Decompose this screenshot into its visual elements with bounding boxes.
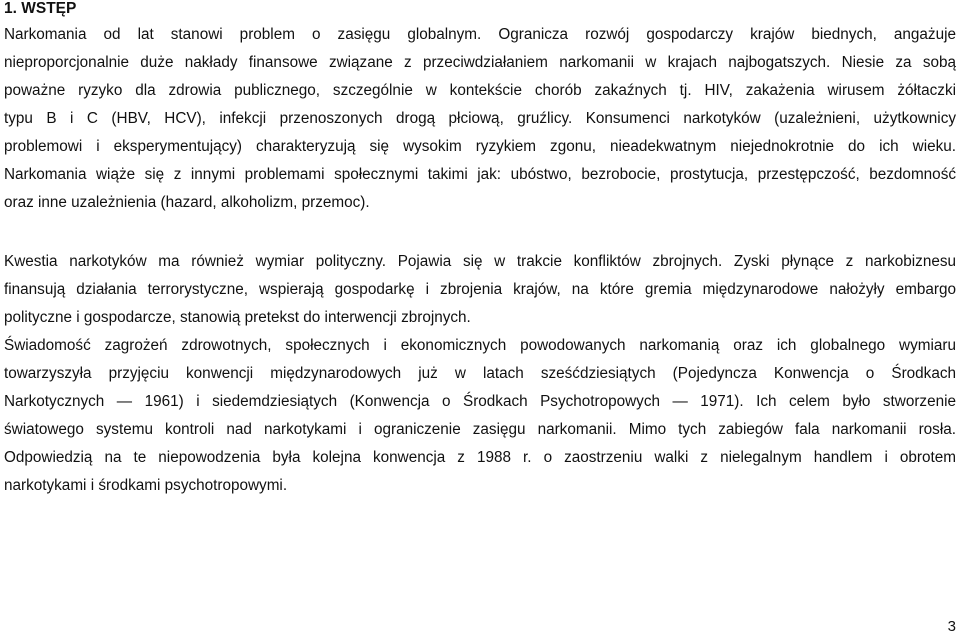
text-line: typu B i C (HBV, HCV), infekcji przenoszonych drogą płciową, gruźlicy. Konsumenci narkotyków (uzależnieni, użytkownicy	[4, 110, 956, 127]
paragraph-1	[4, 21, 956, 217]
page-number: 3	[947, 618, 956, 635]
text-line: problemowi i eksperymentujący) charakteryzują się wysokim ryzykiem zgonu, nieadekwatnym niejednokrotnie do ich wieku.	[4, 138, 956, 155]
text-line: Narkomania wiąże się z innymi problemami społecznymi takimi jak: ubóstwo, bezrobocie, prostytucja, przestępczość, bezdomność	[4, 166, 956, 183]
text-line: nieproporcjonalnie duże nakłady finansowe związane z przeciwdziałaniem narkomanii w krajach najbogatszych. Niesie za sobą	[4, 54, 956, 71]
section-heading: 1. WSTĘP	[4, 0, 77, 17]
text-line: towarzyszyła przyjęciu konwencji międzynarodowych już w latach sześćdziesiątych (Pojedyncza Konwencja o Środkach	[4, 365, 956, 382]
paragraph-2	[4, 248, 956, 332]
text-line: polityczne i gospodarcze, stanowią pretekst do interwencji zbrojnych.	[4, 309, 471, 326]
text-line: narkotykami i środkami psychotropowymi.	[4, 477, 288, 494]
text-line: oraz inne uzależnienia (hazard, alkoholizm, przemoc).	[4, 194, 370, 211]
text-line: Świadomość zagrożeń zdrowotnych, społecznych i ekonomicznych powodowanych narkomanią oraz ich globalnego wymiaru	[4, 337, 956, 354]
text-line: Kwestia narkotyków ma również wymiar polityczny. Pojawia się w trakcie konfliktów zbrojnych. Zyski płynące z narkobiznesu	[4, 253, 956, 270]
text-line: Narkotycznych — 1961) i siedemdziesiątych (Konwencja o Środkach Psychotropowych — 1971). Ich celem było stworzenie	[4, 393, 956, 410]
text-line: poważne ryzyko dla zdrowia publicznego, szczególnie w kontekście chorób zakaźnych tj. HIV, zakażenia wirusem żółtaczki	[4, 82, 956, 99]
paragraph-3	[4, 332, 956, 500]
text-line: Odpowiedzią na te niepowodzenia była kolejna konwencja z 1988 r. o zaostrzeniu walki z nielegalnym handlem i obrotem	[4, 449, 956, 466]
text-line: światowego systemu kontroli nad narkotykami i ograniczenie zasięgu narkomanii. Mimo tych zabiegów fala narkomanii rosła.	[4, 421, 956, 438]
text-line: Narkomania od lat stanowi problem o zasięgu globalnym. Ogranicza rozwój gospodarczy krajów biednych, angażuje	[4, 26, 956, 43]
text-line: finansują działania terrorystyczne, wspierają gospodarkę i zbrojenia krajów, na które gremia międzynarodowe nałożyły embargo	[4, 281, 956, 298]
